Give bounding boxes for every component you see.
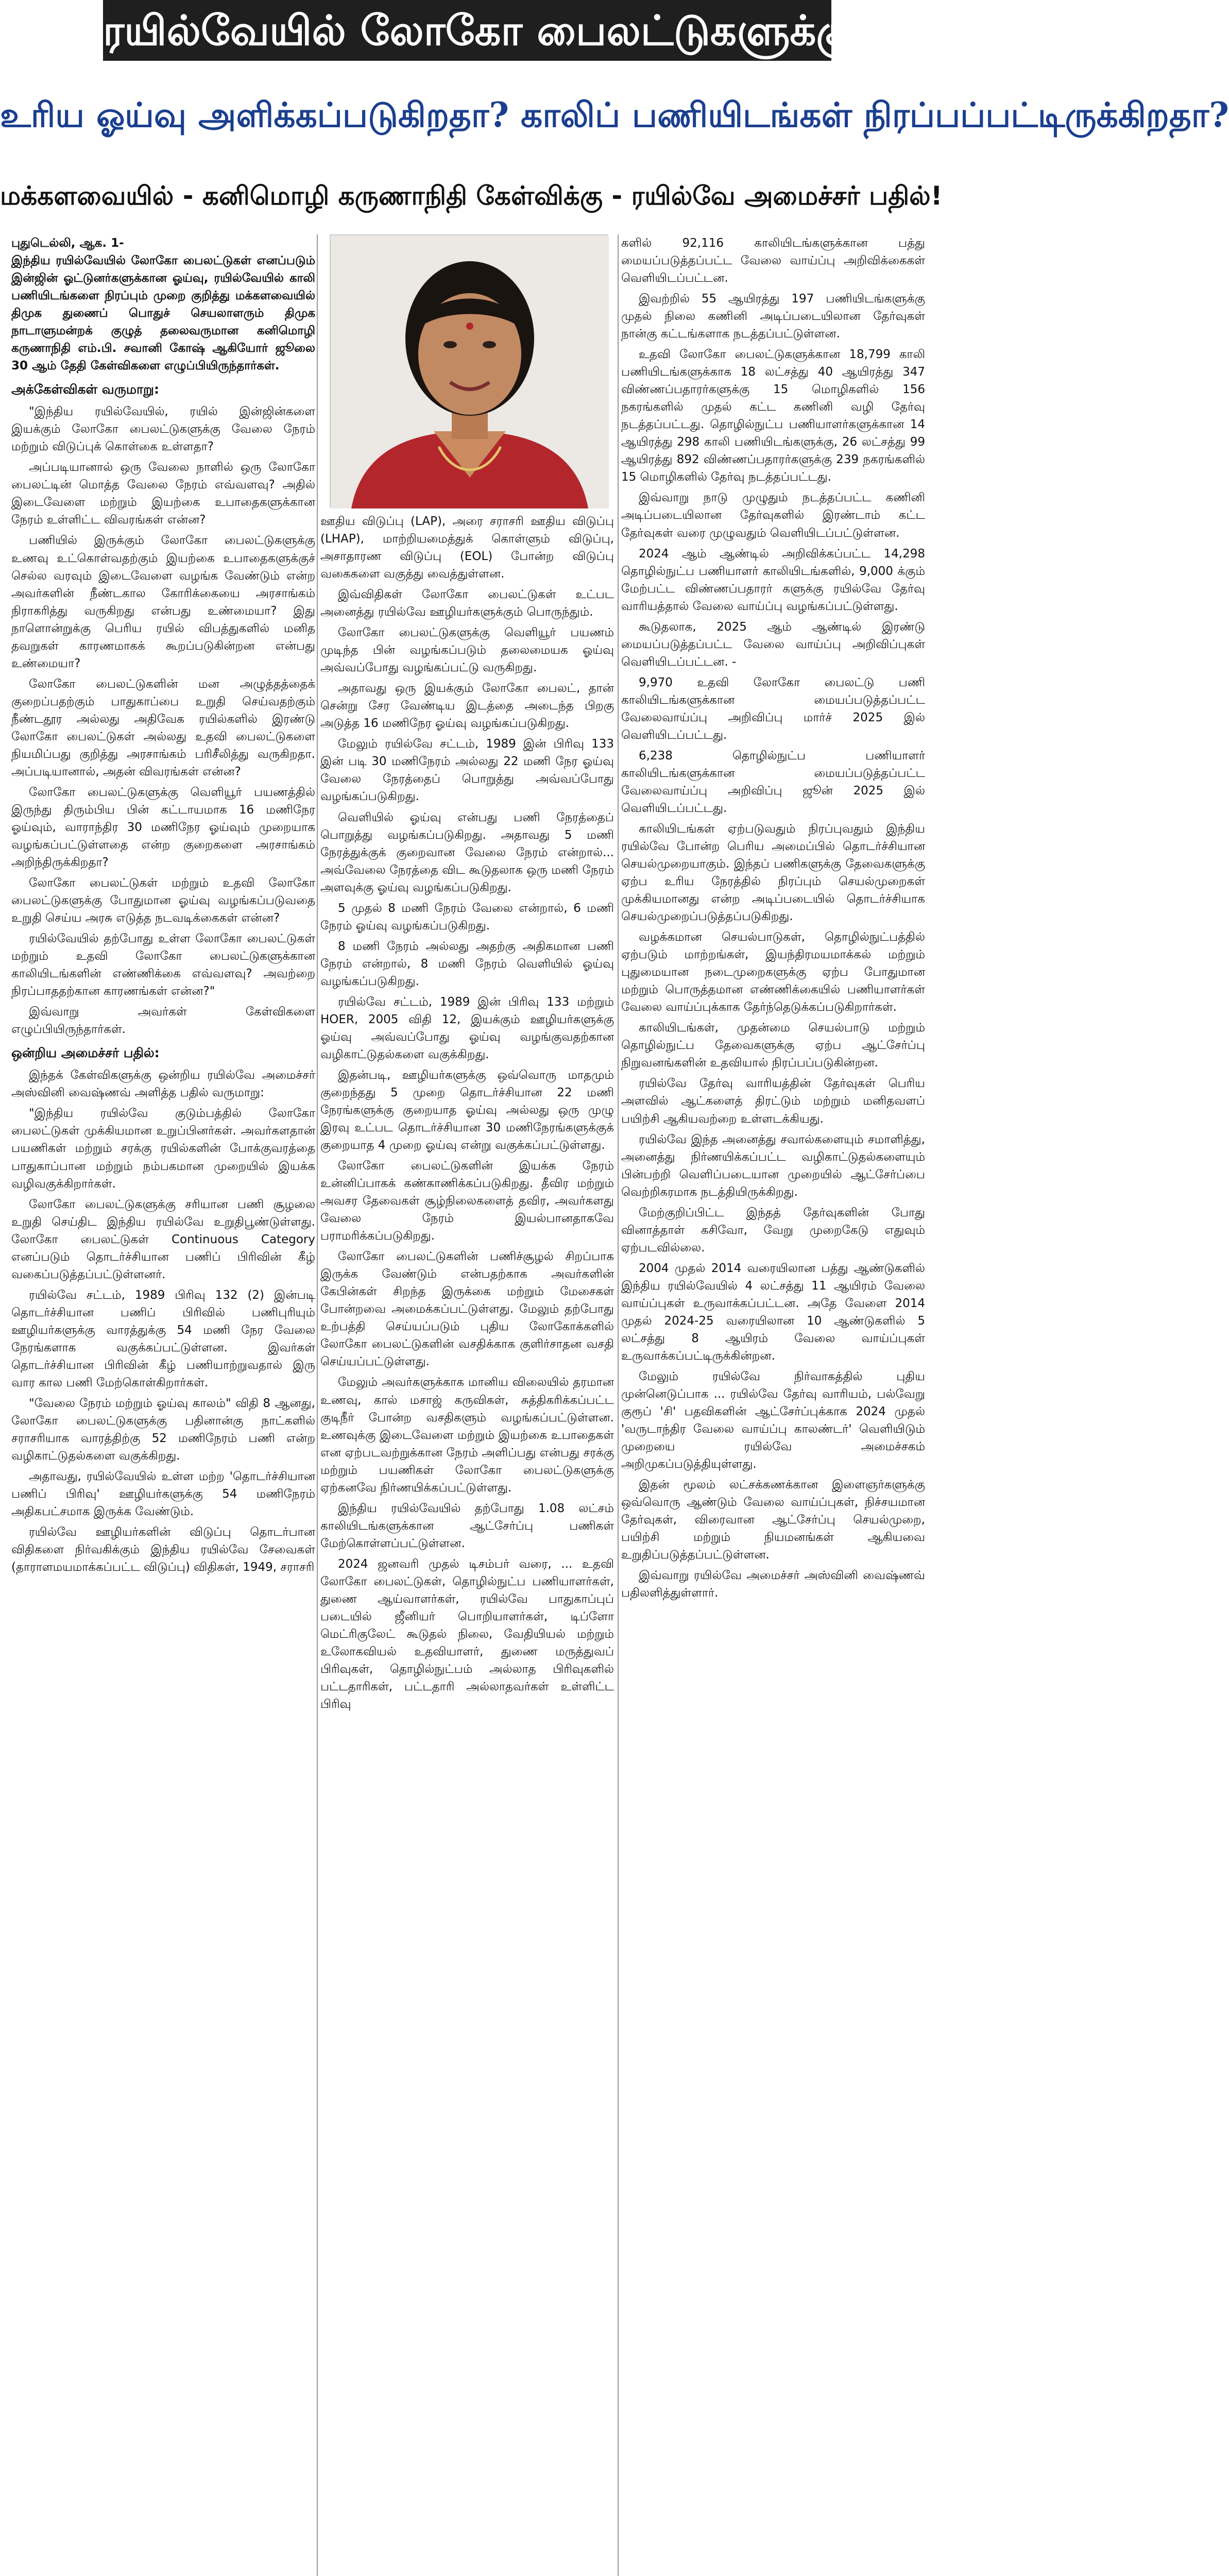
- paragraph: லோகோ பைலட்டுகளின் மன அழுத்தத்தைக் குறைப்பதற்கும் பாதுகாப்பை உறுதி செய்வதற்கும் நீண்டதூர அல்லது அதிவேக ரயில்களில் இரண்டு லோகோ பைலட்டுகள் அல்லது உதவி பைலட்டுகளை நியமிப்பது குறித்து அரசாங்கம் பரிசீலித்து வருகிறதா. அப்படியானால், அதன் விவரங்கள் என்ன?: [11, 677, 315, 778]
- article-column-2: [320, 513, 614, 2576]
- paragraph: லோகோ பைலட்டுகளின் இயக்க நேரம் உன்னிப்பாகக் கண்காணிக்கப்படுகிறது. தீவிர மற்றும் அவசர தேவைகள் சூழ்நிலைகளைத் தவிர, அவர்களது வேலை நேரம் இயல்பானதாகவே பராமரிக்கப்படுகிறது.: [320, 1159, 614, 1243]
- paragraph: இவ்விதிகள் லோகோ பைலட்டுகள் உட்பட அனைத்து ரயில்வே ஊழியர்களுக்கும் பொருந்தும்.: [320, 588, 614, 619]
- paragraph: மேலும் அவர்களுக்காக மானிய விலையில் தரமான உணவு, கால் மசாஜ் கருவிகள், சுத்திகரிக்கப்பட்ட குடிநீர் போன்ற வசதிகளும் வழங்கப்பட்டுள்ளன. உணவுக்கு இடைவேளை மற்றும் இயற்கை உபாதைகள் என ஏற்படவற்றுக்கான நேரம் அளிப்பது என்பது சரக்கு மற்றும் பயணிகள் லோகோ பைலட்டுகளுக்கு ஏற்கனவே நிர்ணயிக்கப்பட்டுள்ளது.: [320, 1376, 614, 1495]
- paragraph: 2024 ஆம் ஆண்டில் அறிவிக்கப்பட்ட 14,298 தொழில்நுட்ப பணியாளர் காலியிடங்களில், 9,000 க்கும் மேற்பட்ட விண்ணப்பதாரர் களுக்கு ரயில்வே தேர்வு வாரியத்தால் வேலை வாய்ப்பு வழங்கப்பட்டுள்ளது.: [621, 547, 925, 613]
- paragraph: மேலும் ரயில்வே சட்டம், 1989 இன் பிரிவு 133 இன் படி 30 மணிநேரம் அல்லது 22 மணி நேர ஓய்வு வேலை நேரத்தைப் பொறுத்து அவ்வப்போது வழங்கப்படுகிறது.: [320, 737, 614, 804]
- section-heading-questions: அக்கேள்விகள் வருமாறு:: [11, 382, 159, 397]
- section-heading-minister-reply: ஒன்றிய அமைச்சர் பதில்:: [11, 1045, 160, 1061]
- paragraph: ரயில்வே சட்டம், 1989 பிரிவு 132 (2) இன்படி தொடர்ச்சியான பணிப் பிரிவில் பணிபுரியும் ஊழியர்களுக்கு வாரத்துக்கு 54 மணி நேர வேலை நேரங்களாக வகுக்கப்பட்டுள்ளன. இவர்கள் தொடர்ச்சியான பிரிவின் கீழ் பணியாற்றுவதால் இரு வார கால பணி மேற்கொள்கிறார்கள்.: [11, 1288, 315, 1389]
- paragraph: அதாவது, ரயில்வேயில் உள்ள மற்ற 'தொடர்ச்சியான பணிப் பிரிவு' ஊழியர்களுக்கு 54 மணிநேரம் அதிகபட்சமாக இருக்க வேண்டும்.: [11, 1470, 315, 1519]
- paragraph: "இந்திய ரயில்வேயில், ரயில் இன்ஜின்களை இயக்கும் லோகோ பைலட்டுகளுக்கு வேலை நேரம் மற்றும் விடுப்புக் கொள்கை உள்ளதா?: [11, 405, 315, 454]
- paragraph: அப்படியானால் ஒரு வேலை நாளில் ஒரு லோகோ பைலட்டின் மொத்த வேலை நேரம் எவ்வளவு? அதில் இடைவேளை மற்றும் இயற்கை உபாதைகளுக்கான நேரம் உள்ளிட்ட விவரங்கள் என்ன?: [11, 461, 315, 527]
- paragraph: இவ்வாறு அவர்கள் கேள்விகளை எழுப்பியிருந்தார்கள்.: [11, 1005, 315, 1037]
- paragraph: 8 மணி நேரம் அல்லது அதற்கு அதிகமான பணி நேரம் என்றால், 8 மணி நேரம் வெளியில் ஓய்வு வழங்கப்படுகிறது.: [320, 939, 614, 988]
- paragraph: காலியிடங்கள், முதன்மை செயல்பாடு மற்றும் தொழில்நுட்ப தேவைகளுக்கு ஏற்ப ஆட்சேர்ப்பு நிறுவனங்களின் உதவியால் நிரப்பப்படுகின்றன.: [621, 1021, 925, 1070]
- paragraph: பணியில் இருக்கும் லோகோ பைலட்டுகளுக்கு உணவு உட்கொள்வதற்கும் இயற்கை உபாதைகளுக்குச் செல்ல வரவும் இடைவேளை வழங்க வேண்டும் என்ற அவர்களின் நீண்டகால கோரிக்கையை அரசாங்கம் நிராகரித்து வருகிறது என்பது உண்மையா? இது நாளொன்றுக்கு பெரிய ரயில் விபத்துகளில் மனித தவறுகள் காரணமாகக் கூறப்படுகின்றன என்பது உண்மையா?: [11, 534, 315, 670]
- paragraph: 2004 முதல் 2014 வரையிலான பத்து ஆண்டுகளில் இந்திய ரயில்வேயில் 4 லட்சத்து 11 ஆயிரம் வேலை வாய்ப்புகள் உருவாக்கப்பட்டன. அதே வேளை 2014 முதல் 2024-25 வரையிலான 10 ஆண்டுகளில் 5 லட்சத்து 8 ஆயிரம் வேலை வாய்ப்புகள் உருவாக்கப்பட்டிருக்கின்றன.: [621, 1261, 925, 1363]
- paragraph: ஊதிய விடுப்பு (LAP), அரை சராசரி ஊதிய விடுப்பு (LHAP), மாற்றியமைத்துக் கொள்ளும் விடுப்பு, அசாதாரண விடுப்பு (EOL) போன்ற விடுப்பு வகைகளை வகுத்து வைத்துள்ளன.: [320, 515, 614, 581]
- paragraph: இதன் மூலம் லட்சக்கணக்கான இளைஞர்களுக்கு ஒவ்வொரு ஆண்டும் வேலை வாய்ப்புகள், நிச்சயமான தேர்வுகள், விரைவான ஆட்சேர்ப்பு செயல்முறை, பயிற்சி மற்றும் நியமனங்கள் ஆகியவை உறுதிப்படுத்தப்பட்டுள்ளன.: [621, 1478, 925, 1562]
- paragraph: கூடுதலாக, 2025 ஆம் ஆண்டில் இரண்டு மையப்படுத்தப்பட்ட வேலை வாய்ப்பு அறிவிப்புகள் வெளியிடப்பட்டன. -: [621, 620, 925, 669]
- sub-headline: மக்களவையில் - கனிமொழி கருணாநிதி கேள்விக்கு - ரயில்வே அமைச்சர் பதில்!: [0, 181, 943, 211]
- paragraph: மேற்குறிப்பிட்ட இந்தத் தேர்வுகளின் போது வினாத்தாள் கசிவோ, வேறு முறைகேடு எதுவும் ஏற்படவில்லை.: [621, 1206, 925, 1255]
- paragraph: வெளியில் ஓய்வு என்பது பணி நேரத்தைப் பொறுத்து வழங்கப்படுகிறது. அதாவது 5 மணி நேரத்துக்குக் குறைவான வேலை நேரம் என்றால்... அவ்வேலை நேரத்தை விட கூடுதலாக ஒரு மணி நேரம் அளவுக்கு ஓய்வு வழங்கப்படுகிறது.: [320, 810, 614, 894]
- column-divider: [618, 234, 619, 2576]
- paragraph: இவ்வாறு நாடு முழுதும் நடத்தப்பட்ட கணினி அடிப்படையிலான தேர்வுகளில் இரண்டாம் கட்ட தேர்வுகள் வரை முழுவதும் வெளியிடப்பட்டுள்ளன.: [621, 491, 925, 540]
- paragraph: லோகோ பைலட்டுகளுக்கு வெளியூர் பயணத்தில் இருந்து திரும்பிய பின் கட்டாயமாக 16 மணிநேர ஓய்வும், வாராந்திர 30 மணிநேர ஓய்வும் முறையாக வழங்கப்பட்டுள்ளதை என்ற குறைகளை அரசாங்கம் அறிந்திருக்கிறதா?: [11, 785, 315, 870]
- paragraph: 5 முதல் 8 மணி நேரம் வேலை என்றால், 6 மணி நேரம் ஓய்வு வழங்கப்படுகிறது.: [320, 901, 614, 933]
- kanimozhi-portrait-photo: [330, 234, 608, 507]
- paragraph: உதவி லோகோ பைலட்டுகளுக்கான 18,799 காலி பணியிடங்களுக்காக 18 லட்சத்து 40 ஆயிரத்து 347 விண்ணப்பதாரர்களுக்கு 15 மொழிகளில் 156 நகரங்களில் முதல் கட்ட கணினி வழி தேர்வு நடத்தப்பட்டது. தொழில்நுட்ப பணியாளர்களுக்கான 14 ஆயிரத்து 298 காலி பணியிடங்களுக்கு, 26 லட்சத்து 99 ஆயிரத்து 892 விண்ணப்பதாரர்களுக்கு 239 நகரங்களில் 15 மொழிகளில் தேர்வு நடத்தப்பட்டது.: [621, 348, 925, 484]
- paragraph: காலியிடங்கள் ஏற்படுவதும் நிரப்புவதும் இந்திய ரயில்வே போன்ற பெரிய அமைப்பில் தொடர்ச்சியான செயல்முறையாகும். இந்தப் பணிகளுக்கு தேவைகளுக்கு ஏற்ப உரிய நேரத்தில் நிரப்பும் செயல்முறைகள் முக்கியமானது என்ற அடிப்படையில் தொடர்ச்சியாக செயல்முறைப்படுத்தப்படுகிறது.: [621, 822, 925, 924]
- headline-kicker: ரயில்வேயில் லோகோ பைலட்டுகளுக்கு: [103, 0, 831, 61]
- paragraph: லோகோ பைலட்டுகளுக்கு சரியான பணி சூழலை உறுதி செய்திட இந்திய ரயில்வே உறுதிபூண்டுள்ளது. லோகோ பைலட்டுகள் Continuous Category எனப்படும் தொடர்ச்சியான பணிப் பிரிவின் கீழ் வகைப்படுத்தப்பட்டுள்ளனர்.: [11, 1197, 315, 1281]
- column-divider: [317, 234, 318, 2576]
- paragraph: 2024 ஜனவரி முதல் டிசம்பர் வரை, ... உதவி லோகோ பைலட்டுகள், தொழில்நுட்ப பணியாளர்கள், துணை ஆய்வாளர்கள், ரயில்வே பாதுகாப்புப் படையில் ஜீனியர் பொறியாளர்கள், டிப்ளோ மெட்ரிகுலேட் கூடுதல் நிலை, வேதியியல் மற்றும் உலோகவியல் உதவியாளர், துணை மருத்துவப் பிரிவுகள், தொழில்நுட்பம் அல்லாத பிரிவுகளில் பட்டதாரிகள், பட்டதாரி அல்லாதவர்கள் உள்ளிட்ட பிரிவு: [320, 1557, 614, 1711]
- paragraph: 6,238 தொழில்நுட்ப பணியாளர் காலியிடங்களுக்கான மையப்படுத்தப்பட்ட வேலைவாய்ப்பு அறிவிப்பு ஜூன் 2025 இல் வெளியிடப்பட்டது.: [621, 749, 925, 815]
- paragraph: ரயில்வே ஊழியர்களின் விடுப்பு தொடர்பான விதிகளை நிர்வகிக்கும் இந்திய ரயில்வே சேவைகள் (தாராளமயமாக்கப்பட்ட விடுப்பு) விதிகள், 1949, சராசரி: [11, 1526, 315, 1574]
- paragraph: "இந்திய ரயில்வே குடும்பத்தில் லோகோ பைலட்டுகள் முக்கியமான உறுப்பினர்கள். அவர்களதான் பயணிகள் மற்றும் சரக்கு ரயில்களின் போக்குவரத்தை பாதுகாப்பான மற்றும் நம்பகமான முறையில் இயக்க வழிவகுக்கிறார்கள்.: [11, 1107, 315, 1191]
- paragraph: ரயில்வே தேர்வு வாரியத்தின் தேர்வுகள் பெரிய அளவில் ஆட்களைத் திரட்டும் மற்றும் மனிதவளப் பயிற்சி ஆகியவற்றை உள்ளடக்கியது.: [621, 1077, 925, 1126]
- paragraph: ரயில்வே சட்டம், 1989 இன் பிரிவு 133 மற்றும் HOER, 2005 விதி 12, இயக்கும் ஊழியர்களுக்கு ஓய்வு அவ்வப்போது ஓய்வு வழங்குவதற்கான வழிகாட்டுதல்களை வகுக்கிறது.: [320, 995, 614, 1061]
- paragraph: இதன்படி, ஊழியர்களுக்கு ஒவ்வொரு மாதமும் குறைந்தது 5 முறை தொடர்ச்சியான 22 மணி நேரங்களுக்கு குறையாத ஓய்வு அல்லது ஒரு முழு இரவு உட்பட தொடர்ச்சியான 30 மணிநேரங்களுக்குக் குறையாத 4 முறை ஓய்வு என்று வகுக்கப்பட்டுள்ளது.: [320, 1068, 614, 1153]
- main-headline: உரிய ஓய்வு அளிக்கப்படுகிறதா? காலிப் பணியிடங்கள் நிரப்பப்பட்டிருக்கிறதா?: [0, 95, 1229, 135]
- lead-paragraph: இந்திய ரயில்வேயில் லோகோ பைலட்டுகள் எனப்படும் இன்ஜின் ஓட்டுனர்களுக்கான ஓய்வு, ரயில்வேயில் காலி பணியிடங்களை நிரப்பும் முறை குறித்து மக்களவையில் திமுக துணைப் பொதுச் செயலாளரும் திமுக நாடாளுமன்றக் குழுத் தலைவருமான கனிமொழி கருணாநிதி எம்.பி. சவானி கோஷ் ஆகியோர் ஜூலை 30 ஆம் தேதி கேள்விகளை எழுப்பியிருந்தார்கள்.: [11, 254, 315, 373]
- paragraph: "வேலை நேரம் மற்றும் ஓய்வு காலம்" விதி 8 ஆனது, லோகோ பைலட்டுகளுக்கு பதினான்கு நாட்களில் சராசரியாக வாரத்திற்கு 52 மணிநேரம் பணி என்ற வழிகாட்டுதல்களை வகுக்கிறது.: [11, 1396, 315, 1463]
- paragraph: 9,970 உதவி லோகோ பைலட்டு பணி காலியிடங்களுக்கான மையப்படுத்தப்பட்ட வேலைவாய்ப்பு அறிவிப்பு மார்ச் 2025 இல் வெளியிடப்பட்டது.: [621, 675, 925, 742]
- article-column-1: [11, 234, 315, 2576]
- paragraph: ரயில்வே இந்த அனைத்து சவால்களையும் சமாளித்து, அனைத்து நிர்ணயிக்கப்பட்ட வழிகாட்டுதல்களையும் பின்பற்றி வெளிப்படையான முறையில் ஆட்சேர்ப்பை வெற்றிகரமாக நடத்தியிருக்கிறது.: [621, 1132, 925, 1199]
- paragraph: இந்தக் கேள்விகளுக்கு ஒன்றிய ரயில்வே அமைச்சர் அஸ்வினி வைஷ்ணவ் அளித்த பதில் வருமாறு:: [11, 1069, 315, 1100]
- portrait-illustration: [331, 235, 609, 509]
- paragraph: ரயில்வேயில் தற்போது உள்ள லோகோ பைலட்டுகள் மற்றும் உதவி லோகோ பைலட்டுகளுக்கான காலியிடங்களின் எண்ணிக்கை எவ்வளவு? அவற்றை நிரப்பாததற்கான காரணங்கள் என்ன?": [11, 932, 315, 998]
- paragraph: இவற்றில் 55 ஆயிரத்து 197 பணியிடங்களுக்கு முதல் நிலை கணினி அடிப்படையிலான தேர்வுகள் நான்கு கட்டங்களாக நடத்தப்பட்டுள்ளன.: [621, 292, 925, 341]
- dateline: புதுடெல்லி, ஆக. 1-: [11, 236, 124, 250]
- paragraph: அதாவது ஒரு இயக்கும் லோகோ பைலட், தான் சென்று சேர வேண்டிய இடத்தை அடைந்த பிறகு அடுத்த 16 மணிநேர ஓய்வு வழங்கப்படுகிறது.: [320, 682, 614, 731]
- paragraph: மேலும் ரயில்வே நிர்வாகத்தில் புதிய முன்னெடுப்பாக ... ரயில்வே தேர்வு வாரியம், பல்வேறு குரூப் 'சி' பதவிகளின் ஆட்சேர்ப்புக்காக 2024 முதல் 'வருடாந்திர வேலை வாய்ப்பு காலண்டர்' வெளியிடும் முறையை ரயில்வே அமைச்சகம் அறிமுகப்படுத்தியுள்ளது.: [621, 1369, 925, 1471]
- paragraph: களில் 92,116 காலியிடங்களுக்கான பத்து மையப்படுத்தப்பட்ட வேலை வாய்ப்பு அறிவிக்கைகள் வெளியிடப்பட்டன.: [621, 236, 925, 285]
- article-column-3: [621, 234, 925, 2576]
- paragraph: லோகோ பைலட்டுகளின் பணிச்சூழல் சிறப்பாக இருக்க வேண்டும் என்பதற்காக அவர்களின் கேபின்கள் சிறந்த இருக்கை மற்றும் மேசைகள் போன்றவை அமைக்கப்பட்டுள்ளது. மேலும் தற்போது உற்பத்தி செய்யப்படும் புதிய லோகோக்களில் லோகோ பைலட்டுகளின் வசதிக்காக குளிர்சாதன வசதி செய்யப்பட்டுள்ளது.: [320, 1250, 614, 1369]
- paragraph: லோகோ பைலட்டுகளுக்கு வெளியூர் பயணம் முடிந்த பின் வழங்கப்படும் தலைமையக ஓய்வு அவ்வப்போது வழங்கப்பட்டு வருகிறது.: [320, 626, 614, 675]
- paragraph: இவ்வாறு ரயில்வே அமைச்சர் அஸ்வினி வைஷ்ணவ் பதிலளித்துள்ளார்.: [621, 1569, 925, 1600]
- paragraph: லோகோ பைலட்டுகள் மற்றும் உதவி லோகோ பைலட்டுகளுக்கு போதுமான ஓய்வு வழங்கப்படுவதை உறுதி செய்ய அரசு எடுத்த நடவடிக்கைகள் என்ன?: [11, 876, 315, 925]
- paragraph: வழக்கமான செயல்பாடுகள், தொழில்நுட்பத்தில் ஏற்படும் மாற்றங்கள், இயந்திரமயமாக்கல் மற்றும் புதுமையான நடைமுறைகளுக்கு ஏற்ப போதுமான மற்றும் பொருத்தமான எண்ணிக்கையில் பணியாளர்கள் வேலை வாய்ப்புக்காக தேர்ந்தெடுக்கப்படுகிறார்கள்.: [621, 930, 925, 1014]
- paragraph: இந்திய ரயில்வேயில் தற்போது 1.08 லட்சம் காலியிடங்களுக்கான ஆட்சேர்ப்பு பணிகள் மேற்கொள்ளப்பட்டுள்ளன.: [320, 1501, 614, 1550]
